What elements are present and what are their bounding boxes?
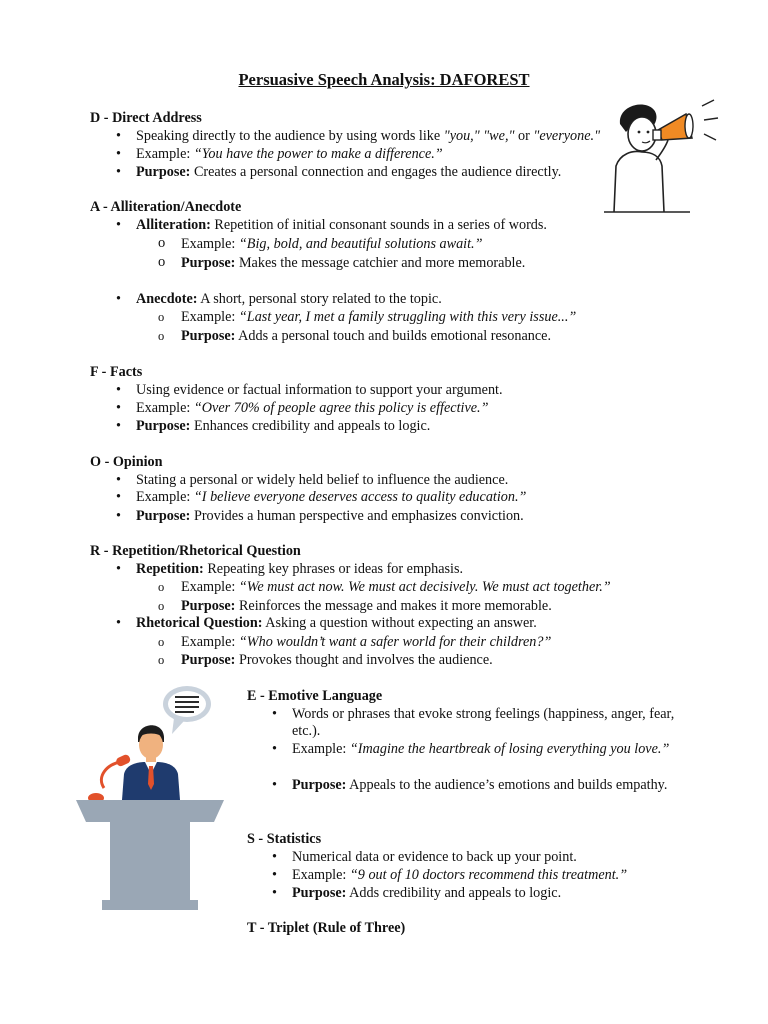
section-heading-r: R - Repetition/Rhetorical Question [90, 543, 301, 559]
bullet: • Stating a personal or widely held belief to influence the audience. [136, 472, 508, 489]
text: Example: [136, 489, 194, 505]
text: Purpose: [181, 328, 236, 344]
text: Reinforces the message and makes it more memorable. [235, 598, 552, 614]
text: Purpose: [292, 777, 347, 793]
sub-bullet [181, 634, 551, 651]
text: Example: [181, 309, 239, 325]
text: "you," "we," [443, 128, 515, 144]
sub-bullet [181, 652, 493, 669]
bullet: • Words or phrases that evoke strong feelings (happiness, anger, fear, etc.). [292, 706, 682, 740]
bullet [136, 217, 547, 234]
bullet: • Numerical data or evidence to back up your point. [292, 849, 577, 866]
text: Example: [181, 236, 239, 252]
bullet [136, 291, 442, 308]
text: Provokes thought and involves the audience. [235, 652, 493, 668]
text: Example: [181, 579, 239, 595]
text: Alliteration: [136, 217, 211, 233]
section-heading-s: S - Statistics [247, 831, 322, 847]
text: “Over 70% of people agree this policy is effective.” [193, 400, 489, 416]
text: “We must act now. We must act decisively. We must act together.” [238, 579, 611, 595]
text: Creates a personal connection and engages the audience directly. [190, 164, 562, 180]
text: A short, personal story related to the topic. [197, 291, 442, 307]
text: Purpose: [181, 652, 236, 668]
bullet [136, 561, 463, 578]
text: Rhetorical Question: [136, 615, 263, 631]
bullet [136, 146, 443, 163]
bullet [292, 885, 561, 902]
speaker-podium-illustration [74, 682, 226, 912]
sub-bullet [181, 328, 551, 345]
sub-bullet [181, 579, 611, 596]
text: “You have the power to make a difference.” [193, 146, 443, 162]
text: “Last year, I met a family struggling with this very issue...” [238, 309, 577, 325]
bullet [136, 418, 430, 435]
text: Purpose: [136, 508, 191, 524]
text: Adds credibility and appeals to logic. [346, 885, 562, 901]
sub-bullet [181, 236, 483, 253]
text: Provides a human perspective and emphasizes conviction. [190, 508, 524, 524]
text: Purpose: [136, 164, 191, 180]
sub-bullet [181, 309, 576, 326]
speech-bubble-icon [163, 686, 211, 734]
text: Purpose: [292, 885, 347, 901]
text: Asking a question without expecting an answer. [262, 615, 537, 631]
text: Appeals to the audience’s emotions and builds empathy. [346, 777, 668, 793]
text: Purpose: [181, 255, 236, 271]
text: "everyone." [533, 128, 601, 144]
section-heading-o: O - Opinion [90, 454, 163, 470]
page-title: Persuasive Speech Analysis: DAFOREST [238, 70, 530, 89]
text: or [514, 128, 534, 144]
bullet [136, 489, 526, 506]
text: “Imagine the heartbreak of losing everything you love.” [349, 741, 670, 757]
bullet [136, 615, 537, 632]
section-heading-a: A - Alliteration/Anecdote [90, 199, 242, 215]
bullet [292, 777, 682, 794]
text: Anecdote: [136, 291, 198, 307]
section-heading-f: F - Facts [90, 364, 143, 380]
text: Repetition: [136, 561, 204, 577]
section-heading-d: D - Direct Address [90, 110, 202, 126]
text: Speaking directly to the audience by using words like [136, 128, 444, 144]
bullet [136, 508, 524, 525]
text: Purpose: [181, 598, 236, 614]
text: Example: [136, 400, 194, 416]
text: Adds a personal touch and builds emotional resonance. [235, 328, 551, 344]
text: Example: [292, 867, 350, 883]
text: Repetition of initial consonant sounds in a series of words. [210, 217, 547, 233]
text: Example: [292, 741, 350, 757]
bullet [136, 164, 561, 181]
section-heading-e: E - Emotive Language [247, 688, 383, 704]
text: Example: [181, 634, 239, 650]
bullet: • Using evidence or factual information to support your argument. [136, 382, 503, 399]
section-heading-t: T - Triplet (Rule of Three) [247, 920, 406, 936]
text: “I believe everyone deserves access to quality education.” [193, 489, 527, 505]
text: “Who wouldn’t want a safer world for their children?” [238, 634, 552, 650]
text: Enhances credibility and appeals to logic. [190, 418, 431, 434]
text: Purpose: [136, 418, 191, 434]
sub-bullet [181, 598, 552, 615]
text: Repeating key phrases or ideas for emphasis. [203, 561, 464, 577]
text: Example: [136, 146, 194, 162]
bullet [136, 128, 600, 145]
text: “9 out of 10 doctors recommend this treatment.” [349, 867, 628, 883]
bullet [136, 400, 489, 417]
sub-bullet [181, 255, 525, 272]
bullet [292, 741, 682, 758]
bullet [292, 867, 627, 884]
text: Makes the message catchier and more memorable. [235, 255, 526, 271]
megaphone-man-illustration [598, 94, 748, 219]
text: “Big, bold, and beautiful solutions await.” [238, 236, 483, 252]
